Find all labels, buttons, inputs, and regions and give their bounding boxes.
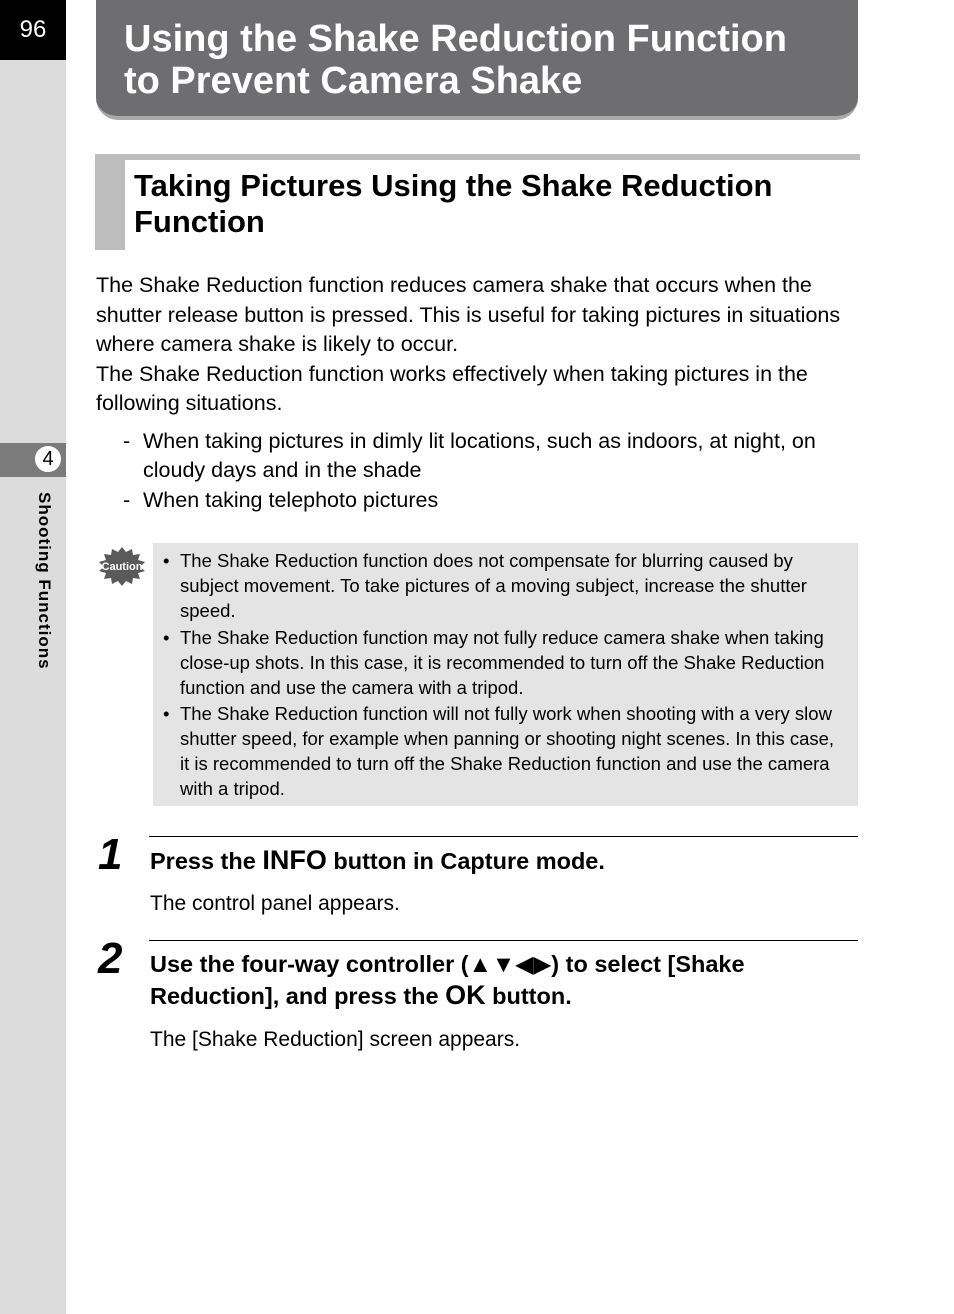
step-2-number: 2 [98,934,123,983]
caution-icon [98,546,146,586]
list-item-text: When taking pictures in dimly lit locations, such as indoors, at night, on cloudy days and in the shade [143,428,816,482]
section-header [95,154,860,250]
section-header-bar [95,154,125,250]
caution-list [163,548,848,801]
caution-item: • The Shake Reduction function may not fully reduce camera shake when taking close-up shots. In this case, it is recommended to turn off the Shake Reduction function and use the camera with a tripod. [163,625,848,700]
title-banner [96,0,858,120]
four-way-arrows-icon: ▲▼◀▶ [468,951,552,977]
step-2-heading-pre: Use the four-way controller ( [150,951,469,977]
list-item [96,486,856,516]
list-dash: - [123,487,131,512]
page-title-line1: Using the Shake Reduction Function [124,18,787,60]
intro-paragraph-2: The Shake Reduction function works effectively when taking pictures in the following situations. [96,361,808,415]
caution-item: • The Shake Reduction function will not fully work when shooting with a very slow shutter speed, for example when panning or shooting night scenes. In this case, it is recommended to turn off the Shake Reduction function and use the camera with a tripod. [163,701,848,801]
ok-button-icon: OK [445,980,486,1010]
caution-item: • The Shake Reduction function does not compensate for blurring caused by subject movement. To take pictures of a moving subject, increase the shutter speed. [163,548,848,623]
situation-list [96,427,856,516]
page-title-line2: to Prevent Camera Shake [124,60,583,102]
step-2-heading [150,949,858,1012]
chapter-number: 4 [34,445,62,473]
side-strip [0,0,66,1314]
step-1-number: 1 [98,830,123,879]
step-1-rule [149,836,858,837]
section-title-line2: Function [134,204,265,239]
page-title [124,18,787,102]
section-title-line1: Taking Pictures Using the Shake Reduction [134,168,773,203]
step-1-heading [150,845,858,877]
step-2-heading-post: button. [485,983,572,1009]
intro-text [96,271,856,515]
intro-paragraph-1: The Shake Reduction function reduces camera shake that occurs when the shutter release button is pressed. This is useful for taking pictures in situations where camera shake is likely to occur. [96,273,841,356]
list-item [96,427,856,486]
page-number: 96 [0,0,66,60]
caution-icon-label: Caution [101,561,143,573]
step-1-description: The control panel appears. [150,892,400,915]
step-1-heading-post: button in Capture mode. [326,848,605,874]
info-button-icon: INFO [262,845,327,875]
step-2-heading-mid: ) to select [Shake Reduction], and press the [150,951,745,1009]
step-2-rule [149,940,858,941]
step-2-description: The [Shake Reduction] screen appears. [150,1028,521,1051]
section-header-rule [95,154,860,160]
list-item-text: When taking telephoto pictures [143,487,439,512]
step-1-heading-pre: Press the [150,848,263,874]
list-dash: - [123,428,131,453]
section-title [134,168,773,240]
caution-box [153,543,858,806]
chapter-label: Shooting Functions [35,492,54,670]
